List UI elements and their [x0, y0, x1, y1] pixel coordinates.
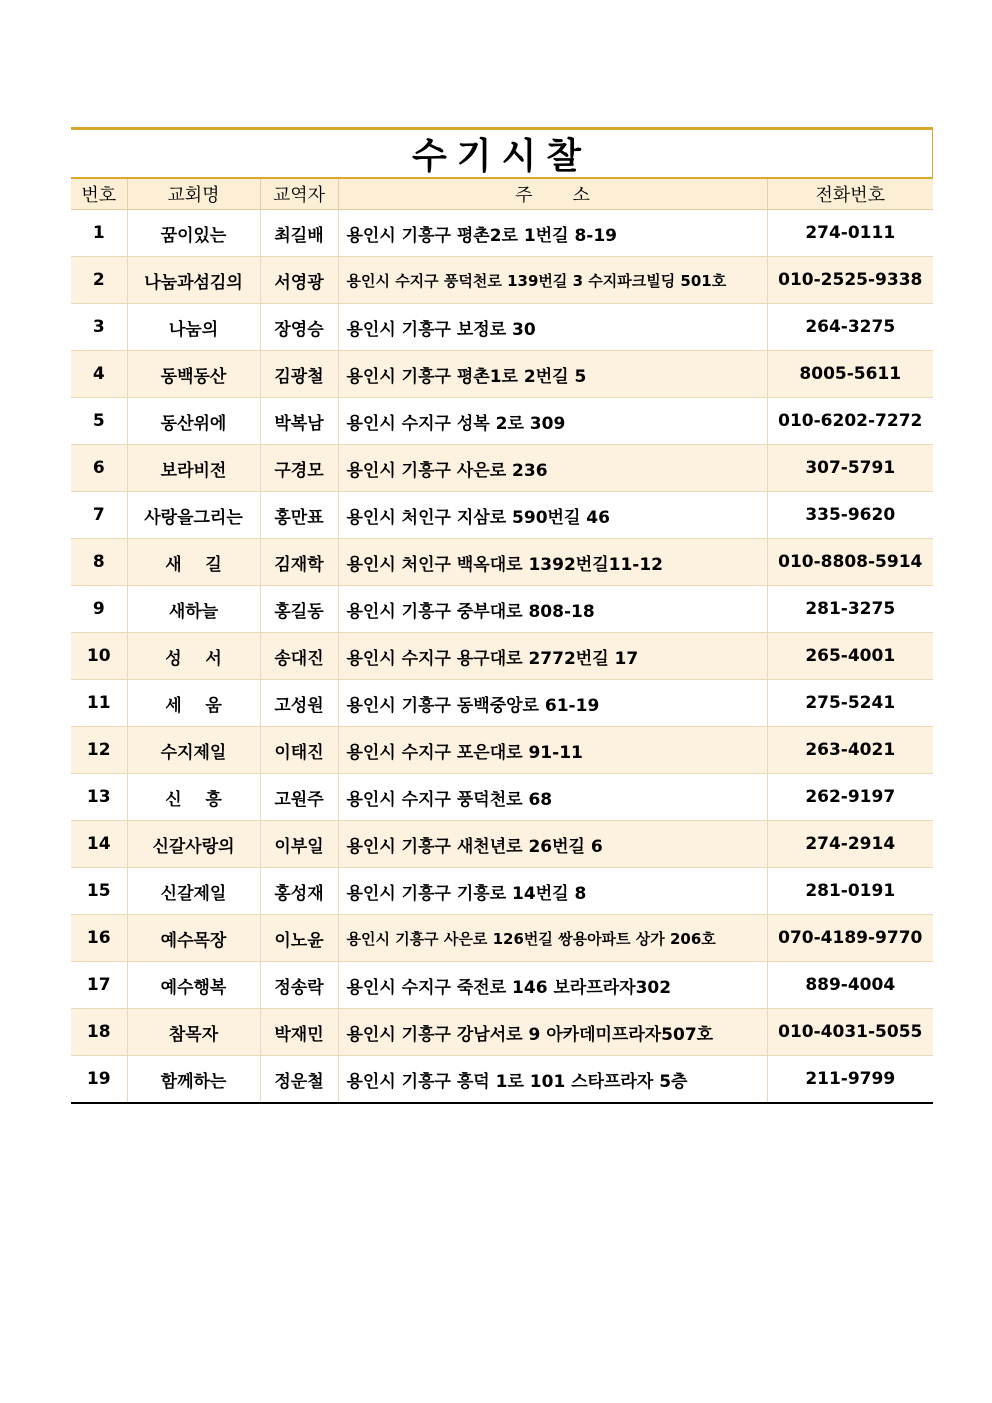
address: 용인시 기흥구 기흥로 14번길 8: [338, 868, 767, 915]
address: 용인시 기흥구 사은로 126번길 쌍용아파트 상가 206호: [338, 915, 767, 962]
row-number: 5: [71, 398, 127, 445]
pastor-name: 박재민: [260, 1009, 338, 1056]
row-number: 2: [71, 257, 127, 304]
header-phone: 전화번호: [767, 179, 933, 210]
address: 용인시 기흥구 강남서로 9 아카데미프라자507호: [338, 1009, 767, 1056]
pastor-name: 김광철: [260, 351, 338, 398]
table-row: [71, 445, 933, 492]
row-number: 19: [71, 1056, 127, 1104]
phone-number: 275-5241: [767, 680, 933, 727]
phone-number: 8005-5611: [767, 351, 933, 398]
row-number: 3: [71, 304, 127, 351]
row-number: 12: [71, 727, 127, 774]
church-list-sheet: [71, 127, 933, 1104]
church-name: 예수목장: [127, 915, 260, 962]
table-row: [71, 210, 933, 257]
address: 용인시 처인구 지삼로 590번길 46: [338, 492, 767, 539]
table-row: [71, 727, 933, 774]
table-row: [71, 915, 933, 962]
church-name: 보라비전: [127, 445, 260, 492]
pastor-name: 홍길동: [260, 586, 338, 633]
phone-number: 010-6202-7272: [767, 398, 933, 445]
row-number: 14: [71, 821, 127, 868]
church-name: 세 움: [127, 680, 260, 727]
phone-number: 263-4021: [767, 727, 933, 774]
address: 용인시 기흥구 중부대로 808-18: [338, 586, 767, 633]
table-row: [71, 304, 933, 351]
header-pastor: 교역자: [260, 179, 338, 210]
pastor-name: 서영광: [260, 257, 338, 304]
pastor-name: 고원주: [260, 774, 338, 821]
church-name: 사랑을그리는: [127, 492, 260, 539]
phone-number: 010-8808-5914: [767, 539, 933, 586]
table-row: [71, 351, 933, 398]
church-name: 신갈사랑의: [127, 821, 260, 868]
address: 용인시 기흥구 평촌2로 1번길 8-19: [338, 210, 767, 257]
address: 용인시 기흥구 보정로 30: [338, 304, 767, 351]
address: 용인시 기흥구 흥덕 1로 101 스타프라자 5층: [338, 1056, 767, 1104]
church-name: 신갈제일: [127, 868, 260, 915]
phone-number: 070-4189-9770: [767, 915, 933, 962]
address: 용인시 기흥구 사은로 236: [338, 445, 767, 492]
church-name: 새 길: [127, 539, 260, 586]
church-table: [71, 179, 933, 1104]
pastor-name: 구경모: [260, 445, 338, 492]
address: 용인시 수지구 죽전로 146 보라프라자302: [338, 962, 767, 1009]
phone-number: 307-5791: [767, 445, 933, 492]
header-address: 주 소: [338, 179, 767, 210]
table-row: [71, 1009, 933, 1056]
phone-number: 264-3275: [767, 304, 933, 351]
row-number: 18: [71, 1009, 127, 1056]
table-row: [71, 1056, 933, 1104]
row-number: 1: [71, 210, 127, 257]
address: 용인시 기흥구 동백중앙로 61-19: [338, 680, 767, 727]
phone-number: 265-4001: [767, 633, 933, 680]
pastor-name: 고성원: [260, 680, 338, 727]
header-num: 번호: [71, 179, 127, 210]
phone-number: 211-9799: [767, 1056, 933, 1104]
row-number: 13: [71, 774, 127, 821]
church-name: 꿈이있는: [127, 210, 260, 257]
church-name: 신 흥: [127, 774, 260, 821]
row-number: 8: [71, 539, 127, 586]
pastor-name: 박복남: [260, 398, 338, 445]
church-name: 새하늘: [127, 586, 260, 633]
phone-number: 274-2914: [767, 821, 933, 868]
table-row: [71, 257, 933, 304]
pastor-name: 송대진: [260, 633, 338, 680]
pastor-name: 이노윤: [260, 915, 338, 962]
address: 용인시 기흥구 평촌1로 2번길 5: [338, 351, 767, 398]
pastor-name: 이부일: [260, 821, 338, 868]
church-name: 참목자: [127, 1009, 260, 1056]
table-row: [71, 962, 933, 1009]
pastor-name: 정송락: [260, 962, 338, 1009]
row-number: 10: [71, 633, 127, 680]
pastor-name: 홍만표: [260, 492, 338, 539]
table-row: [71, 633, 933, 680]
church-name: 나눔과섬김의: [127, 257, 260, 304]
pastor-name: 이태진: [260, 727, 338, 774]
address: 용인시 수지구 풍덕천로 139번길 3 수지파크빌딩 501호: [338, 257, 767, 304]
pastor-name: 최길배: [260, 210, 338, 257]
address: 용인시 수지구 풍덕천로 68: [338, 774, 767, 821]
page-title: 수기시찰: [411, 136, 592, 177]
row-number: 4: [71, 351, 127, 398]
church-name: 나눔의: [127, 304, 260, 351]
table-row: [71, 539, 933, 586]
phone-number: 281-0191: [767, 868, 933, 915]
table-row: [71, 586, 933, 633]
church-name: 예수행복: [127, 962, 260, 1009]
church-name: 성 서: [127, 633, 260, 680]
address: 용인시 수지구 성복 2로 309: [338, 398, 767, 445]
address: 용인시 기흥구 새천년로 26번길 6: [338, 821, 767, 868]
church-name: 함께하는: [127, 1056, 260, 1104]
address: 용인시 처인구 백옥대로 1392번길11-12: [338, 539, 767, 586]
row-number: 17: [71, 962, 127, 1009]
phone-number: 281-3275: [767, 586, 933, 633]
table-row: [71, 680, 933, 727]
header-church: 교회명: [127, 179, 260, 210]
row-number: 7: [71, 492, 127, 539]
pastor-name: 김재학: [260, 539, 338, 586]
table-row: [71, 868, 933, 915]
row-number: 11: [71, 680, 127, 727]
phone-number: 262-9197: [767, 774, 933, 821]
table-row: [71, 398, 933, 445]
church-name: 동백동산: [127, 351, 260, 398]
church-name: 수지제일: [127, 727, 260, 774]
pastor-name: 홍성재: [260, 868, 338, 915]
header-row: [71, 179, 933, 210]
phone-number: 010-4031-5055: [767, 1009, 933, 1056]
church-name: 동산위에: [127, 398, 260, 445]
phone-number: 889-4004: [767, 962, 933, 1009]
phone-number: 010-2525-9338: [767, 257, 933, 304]
row-number: 16: [71, 915, 127, 962]
phone-number: 335-9620: [767, 492, 933, 539]
table-row: [71, 774, 933, 821]
row-number: 9: [71, 586, 127, 633]
pastor-name: 장영승: [260, 304, 338, 351]
row-number: 15: [71, 868, 127, 915]
address: 용인시 수지구 용구대로 2772번길 17: [338, 633, 767, 680]
phone-number: 274-0111: [767, 210, 933, 257]
address: 용인시 수지구 포은대로 91-11: [338, 727, 767, 774]
pastor-name: 정운철: [260, 1056, 338, 1104]
title-box: [71, 127, 933, 179]
table-row: [71, 821, 933, 868]
row-number: 6: [71, 445, 127, 492]
table-row: [71, 492, 933, 539]
